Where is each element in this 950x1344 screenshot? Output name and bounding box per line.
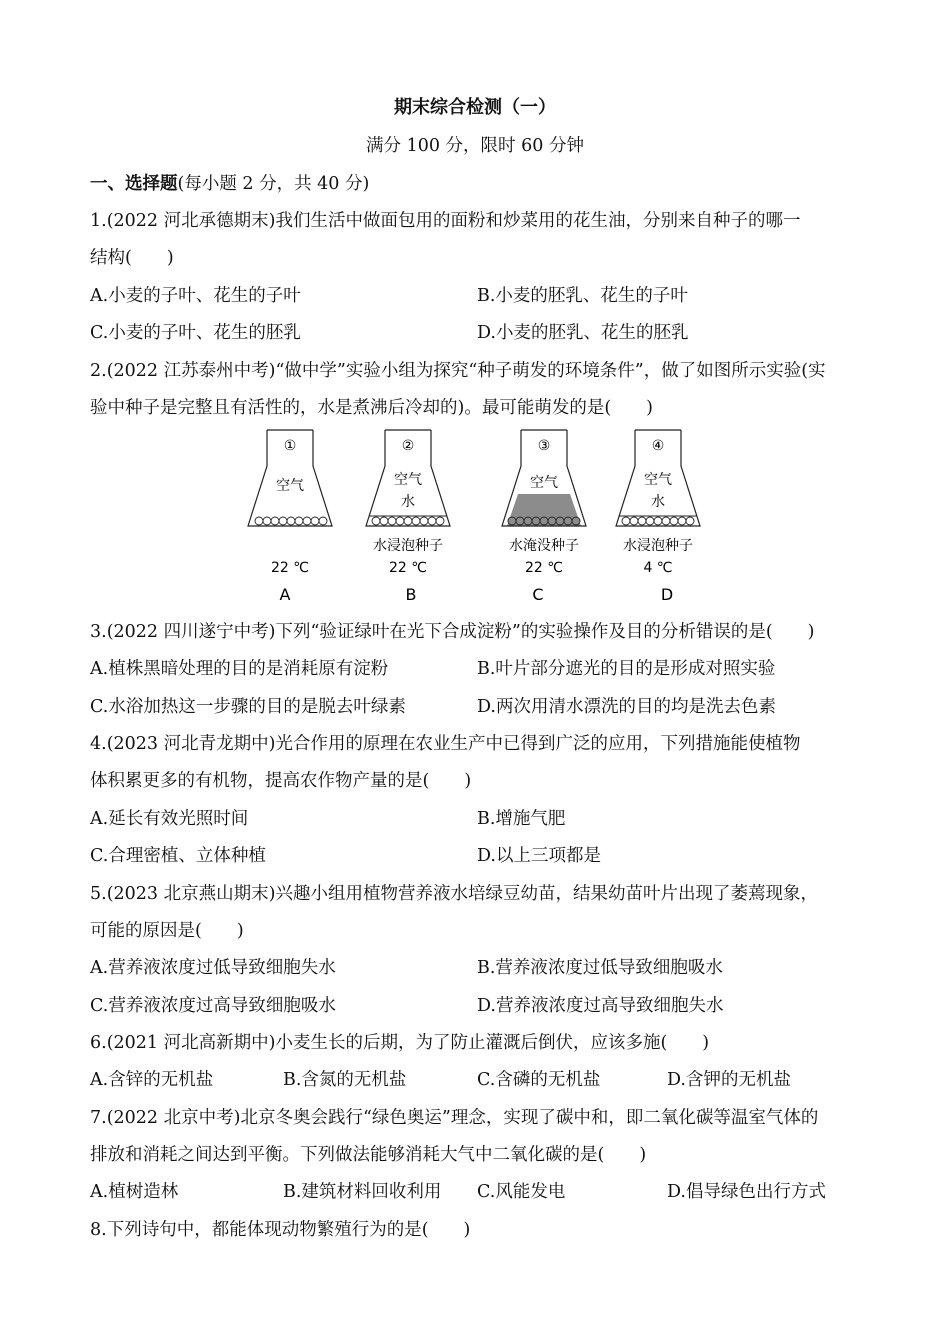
- flask-1: [248, 430, 332, 604]
- question-6-line-1: 6.(2021 河北高新期中)小麦生长的后期，为了防止灌溉后倒伏，应该多施( ): [90, 1033, 710, 1053]
- seeds-1: [255, 517, 327, 525]
- flask-1-letter: A: [279, 585, 291, 604]
- flask-2-number: ②: [401, 438, 415, 454]
- flask-4-letter: D: [660, 585, 674, 604]
- seeds-3: [508, 517, 580, 525]
- q7-option-a: A.植树造林: [90, 1182, 179, 1202]
- q3-option-a: A.植株黑暗处理的目的是消耗原有淀粉: [90, 659, 389, 679]
- flask-3-desc: 水淹没种子: [509, 538, 579, 554]
- page-subtitle: 满分 100 分，限时 60 分钟: [366, 136, 584, 156]
- section-heading: [90, 172, 369, 196]
- flask-2-temp: 22 ℃: [389, 560, 427, 576]
- flask-4-desc: 水浸泡种子: [623, 538, 693, 554]
- seed-germination-figure: [230, 418, 730, 618]
- flask-2-letter: B: [405, 585, 417, 604]
- q5-option-c: C.营养液浓度过高导致细胞吸水: [90, 996, 336, 1016]
- q4-option-c: C.合理密植、立体种植: [90, 846, 266, 866]
- q3-option-d: D.两次用清水漂洗的目的均是洗去色素: [477, 697, 776, 717]
- question-3-line-1: 3.(2022 四川遂宁中考)下列“验证绿叶在光下合成淀粉”的实验操作及目的分析错误的是( ): [90, 622, 815, 642]
- q4-option-d: D.以上三项都是: [477, 846, 601, 866]
- q6-option-a: A.含锌的无机盐: [90, 1070, 214, 1090]
- q4-option-b: B.增施气肥: [477, 809, 566, 829]
- flask-2: [366, 430, 450, 604]
- flask-3-temp: 22 ℃: [525, 560, 563, 576]
- seeds-2: [372, 517, 444, 525]
- q7-option-c: C.风能发电: [477, 1182, 566, 1202]
- question-4-line-1: 4.(2023 河北青龙期中)光合作用的原理在农业生产中已得到广泛的应用，下列措施能使植物: [90, 734, 801, 754]
- flask-4-temp: 4 ℃: [643, 560, 673, 576]
- section-note: (每小题 2 分，共 40 分): [177, 174, 370, 194]
- question-1-line-1: 1.(2022 河北承德期末)我们生活中做面包用的面粉和炒菜用的花生油，分别来自种子的哪一: [90, 211, 801, 231]
- q3-option-b: B.叶片部分遮光的目的是形成对照实验: [477, 659, 776, 679]
- flask-2-air: 空气: [394, 472, 422, 488]
- q6-option-b: B.含氮的无机盐: [283, 1070, 407, 1090]
- flask-3-number: ③: [537, 438, 551, 454]
- flask-3: [502, 430, 586, 604]
- flask-2-desc: 水浸泡种子: [373, 538, 443, 554]
- flask-3-air: 空气: [530, 475, 558, 491]
- flask-3-letter: C: [532, 585, 544, 604]
- q5-option-b: B.营养液浓度过低导致细胞吸水: [477, 958, 723, 978]
- q7-option-d: D.倡导绿色出行方式: [667, 1182, 826, 1202]
- question-2-line-1: 2.(2022 江苏泰州中考)“做中学”实验小组为探究“种子萌发的环境条件”，做了如图所示实验(实: [90, 361, 826, 381]
- q1-option-b: B.小麦的胚乳、花生的子叶: [477, 286, 688, 306]
- q1-option-d: D.小麦的胚乳、花生的胚乳: [477, 323, 689, 343]
- q5-option-a: A.营养液浓度过低导致细胞失水: [90, 958, 336, 978]
- question-5-line-1: 5.(2023 北京燕山期末)兴趣小组用植物营养液水培绿豆幼苗，结果幼苗叶片出现了萎蔫现象，: [90, 884, 818, 904]
- section-title: 一、选择题: [90, 174, 178, 194]
- flask-4-air: 空气: [644, 472, 672, 488]
- flask-4-water: 水: [651, 494, 665, 510]
- flask-1-number: ①: [283, 438, 297, 454]
- flask-1-temp: 22 ℃: [271, 560, 309, 576]
- flask-2-water: 水: [401, 494, 415, 510]
- question-1-line-2: 结构( ): [90, 248, 174, 268]
- q3-option-c: C.水浴加热这一步骤的目的是脱去叶绿素: [90, 697, 406, 717]
- q6-option-c: C.含磷的无机盐: [477, 1070, 601, 1090]
- question-8-line-1: 8.下列诗句中，都能体现动物繁殖行为的是( ): [90, 1220, 471, 1240]
- q5-option-d: D.营养液浓度过高导致细胞失水: [477, 996, 724, 1016]
- page-title: 期末综合检测（一）: [394, 97, 556, 118]
- question-2-line-2: 验中种子是完整且有活性的，水是煮沸后冷却的)。最可能萌发的是( ): [90, 398, 653, 418]
- question-5-line-2: 可能的原因是( ): [90, 921, 244, 941]
- flask-4: [616, 430, 700, 604]
- q1-option-c: C.小麦的子叶、花生的胚乳: [90, 323, 301, 343]
- q4-option-a: A.延长有效光照时间: [90, 809, 249, 829]
- flask-1-air: 空气: [276, 478, 304, 494]
- question-7-line-2: 排放和消耗之间达到平衡。下列做法能够消耗大气中二氧化碳的是( ): [90, 1145, 647, 1165]
- q1-option-a: A.小麦的子叶、花生的子叶: [90, 286, 301, 306]
- question-4-line-2: 体积累更多的有机物，提高农作物产量的是( ): [90, 771, 472, 791]
- q6-option-d: D.含钾的无机盐: [667, 1070, 791, 1090]
- flask-4-number: ④: [651, 438, 665, 454]
- q7-option-b: B.建筑材料回收利用: [283, 1182, 442, 1202]
- question-7-line-1: 7.(2022 北京中考)北京冬奥会践行“绿色奥运”理念，实现了碳中和，即二氧化碳等温室气体的: [90, 1108, 819, 1128]
- seeds-4: [622, 517, 694, 525]
